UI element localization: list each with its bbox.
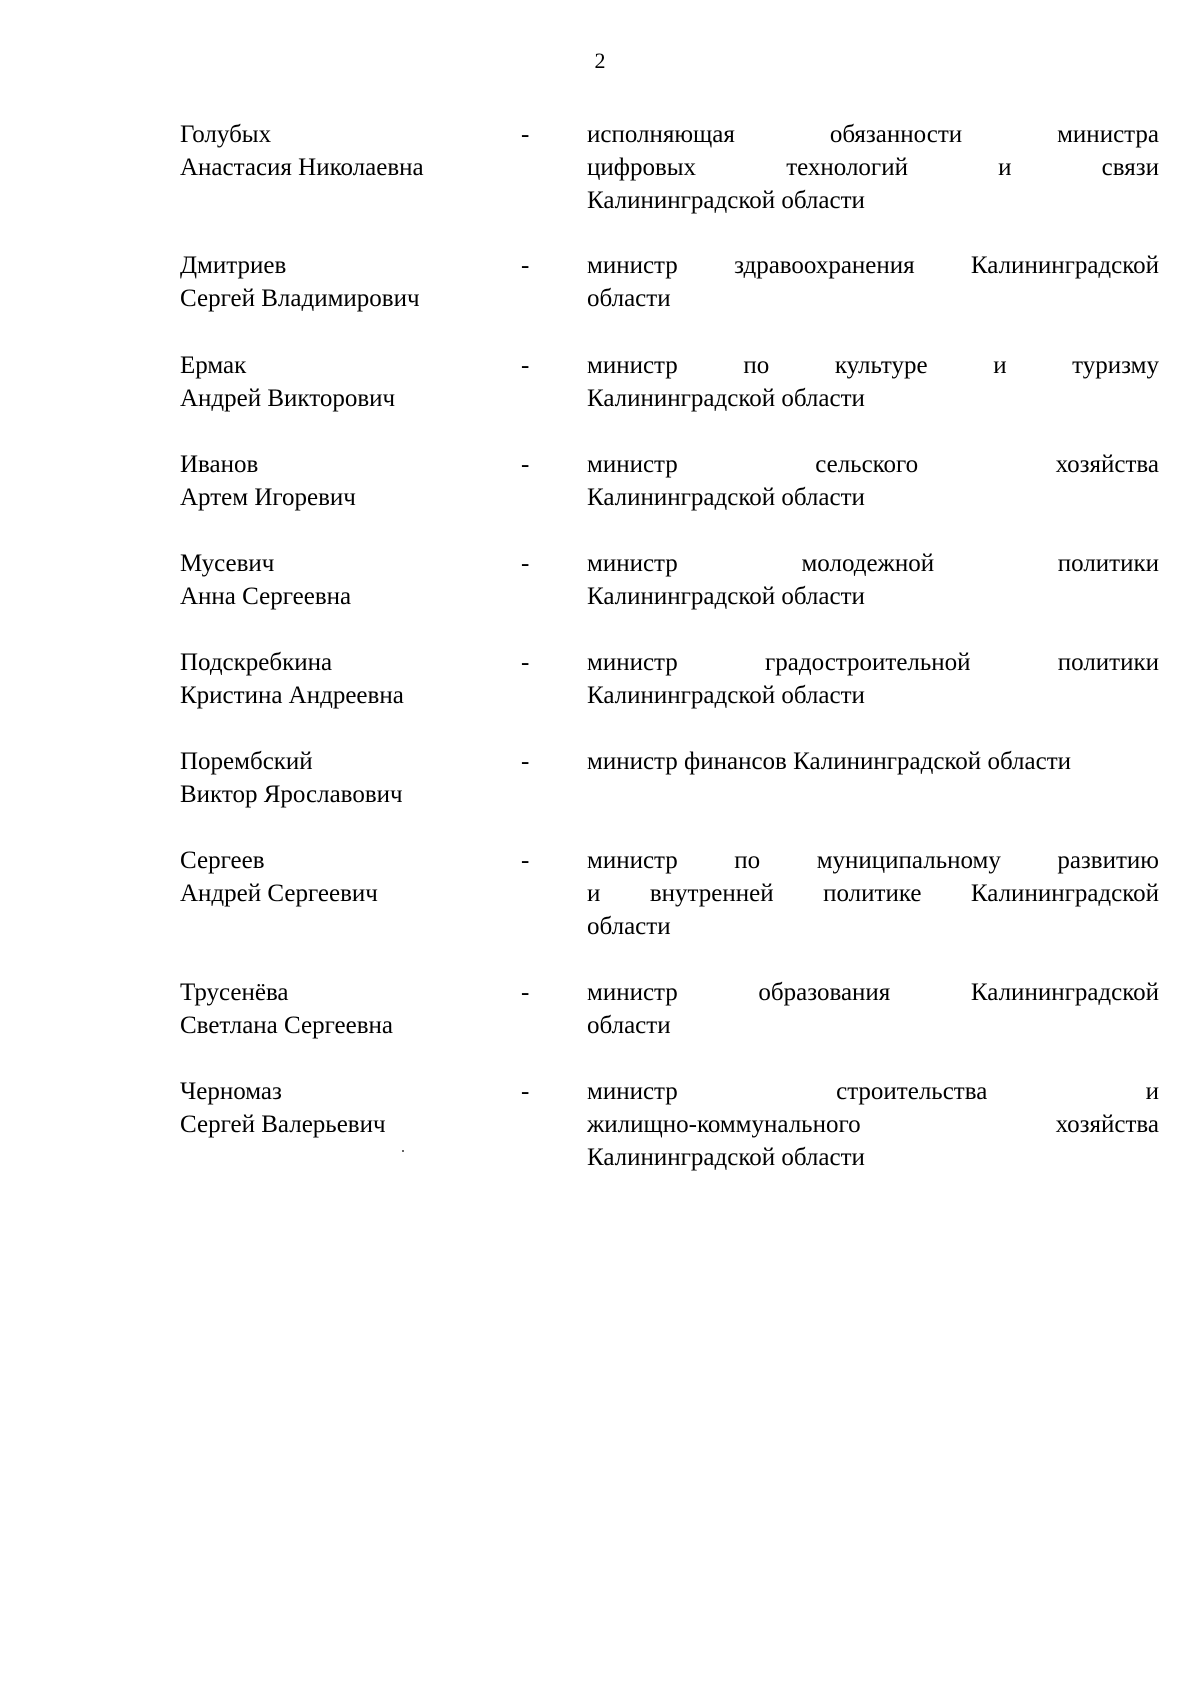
- position-word: политики: [1057, 550, 1159, 577]
- position-word: министр: [587, 451, 678, 478]
- position-word: и: [1145, 1078, 1159, 1105]
- official-name: [180, 547, 510, 613]
- official-surname: Сергеев: [180, 847, 265, 874]
- position-word: министр: [587, 550, 678, 577]
- official-given-names: Кристина Андреевна: [180, 682, 404, 709]
- official-name: [180, 448, 510, 514]
- position-word: хозяйства: [1055, 451, 1159, 478]
- official-given-names: Светлана Сергеевна: [180, 1012, 394, 1039]
- dash-separator: -: [521, 352, 530, 379]
- position-line: Калининградской области: [587, 385, 865, 412]
- official-name: [180, 646, 510, 712]
- position-line: [587, 1075, 1159, 1108]
- dash-separator: -: [521, 121, 530, 148]
- position-line: [587, 349, 1159, 382]
- page-number: 2: [594, 48, 606, 73]
- official-surname: Ермак: [180, 352, 247, 379]
- official-name: [180, 745, 510, 811]
- official-surname: Иванов: [180, 451, 259, 478]
- official-given-names: Артем Игоревич: [180, 484, 356, 511]
- position-word: хозяйства: [1055, 1111, 1159, 1138]
- official-position: [587, 646, 1159, 712]
- position-word: Калининградской: [970, 252, 1159, 279]
- official-name: [180, 349, 510, 415]
- position-word: жилищно-коммунального: [587, 1111, 861, 1138]
- official-position: [587, 976, 1159, 1042]
- position-word: сельского: [815, 451, 919, 478]
- position-word: цифровых: [587, 154, 697, 181]
- position-word: по: [734, 847, 761, 874]
- position-line: [587, 844, 1159, 877]
- position-word: здравоохранения: [734, 252, 915, 279]
- official-position: [587, 249, 1159, 315]
- position-word: внутренней: [649, 880, 774, 907]
- dash-separator: -: [521, 252, 530, 279]
- official-name: [180, 118, 510, 184]
- position-word: технологий: [786, 154, 908, 181]
- position-word: политики: [1057, 649, 1159, 676]
- position-line: [587, 118, 1159, 151]
- official-given-names: Анастасия Николаевна: [180, 154, 424, 181]
- position-word: министр: [587, 252, 678, 279]
- official-position: [587, 118, 1159, 217]
- position-word: образования: [758, 979, 891, 1006]
- position-word: развитию: [1057, 847, 1159, 874]
- official-position: [587, 844, 1159, 943]
- position-word: исполняющая: [587, 121, 735, 148]
- official-given-names: Виктор Ярославович: [180, 781, 403, 808]
- official-name: [180, 976, 510, 1042]
- position-word: министра: [1057, 121, 1159, 148]
- dash-separator: -: [521, 550, 530, 577]
- position-word: Калининградской: [970, 880, 1159, 907]
- position-line: Калининградской области: [587, 187, 865, 214]
- official-position: [587, 547, 1159, 613]
- position-line: министр финансов Калининградской области: [587, 748, 1072, 775]
- scan-speck: [402, 1150, 404, 1152]
- dash-separator: -: [521, 748, 530, 775]
- position-word: туризму: [1072, 352, 1159, 379]
- position-line: [587, 1108, 1159, 1141]
- dash-separator: -: [521, 451, 530, 478]
- position-line: Калининградской области: [587, 682, 865, 709]
- dash-separator: -: [521, 847, 530, 874]
- position-word: связи: [1101, 154, 1159, 181]
- official-name: [180, 844, 510, 910]
- position-word: министр: [587, 847, 678, 874]
- official-given-names: Сергей Валерьевич: [180, 1111, 386, 1138]
- position-word: по: [743, 352, 770, 379]
- official-position: [587, 1075, 1159, 1174]
- position-word: градостроительной: [765, 649, 971, 676]
- position-word: и: [998, 154, 1012, 181]
- official-position: [587, 448, 1159, 514]
- official-surname: Подскребкина: [180, 649, 333, 676]
- position-line: Калининградской области: [587, 1144, 865, 1171]
- position-word: муниципальному: [816, 847, 1001, 874]
- position-word: министр: [587, 979, 678, 1006]
- position-line: [587, 249, 1159, 282]
- position-word: и: [993, 352, 1007, 379]
- official-given-names: Андрей Викторович: [180, 385, 396, 412]
- official-given-names: Андрей Сергеевич: [180, 880, 378, 907]
- position-line: [587, 877, 1159, 910]
- position-word: политике: [823, 880, 922, 907]
- position-line: [587, 448, 1159, 481]
- position-line: [587, 547, 1159, 580]
- dash-separator: -: [521, 979, 530, 1006]
- official-surname: Дмитриев: [180, 252, 287, 279]
- position-word: обязанности: [829, 121, 963, 148]
- position-line: области: [587, 913, 671, 940]
- position-word: министр: [587, 649, 678, 676]
- position-line: Калининградской области: [587, 583, 865, 610]
- dash-separator: -: [521, 1078, 530, 1105]
- official-given-names: Сергей Владимирович: [180, 285, 420, 312]
- position-word: министр: [587, 352, 678, 379]
- dash-separator: -: [521, 649, 530, 676]
- position-word: строительства: [836, 1078, 988, 1105]
- official-surname: Порембский: [180, 748, 313, 775]
- official-surname: Голубых: [180, 121, 272, 148]
- official-surname: Трусенёва: [180, 979, 289, 1006]
- official-surname: Мусевич: [180, 550, 275, 577]
- official-position: [587, 349, 1159, 415]
- position-line: области: [587, 285, 671, 312]
- official-given-names: Анна Сергеевна: [180, 583, 352, 610]
- official-position: [587, 745, 1159, 778]
- official-name: [180, 1075, 510, 1141]
- position-line: [587, 151, 1159, 184]
- position-word: молодежной: [801, 550, 935, 577]
- position-line: [587, 976, 1159, 1009]
- position-line: [587, 646, 1159, 679]
- position-word: Калининградской: [970, 979, 1159, 1006]
- official-name: [180, 249, 510, 315]
- official-surname: Черномаз: [180, 1078, 282, 1105]
- position-word: министр: [587, 1078, 678, 1105]
- position-word: культуре: [834, 352, 928, 379]
- position-word: и: [587, 880, 601, 907]
- position-line: Калининградской области: [587, 484, 865, 511]
- position-line: области: [587, 1012, 671, 1039]
